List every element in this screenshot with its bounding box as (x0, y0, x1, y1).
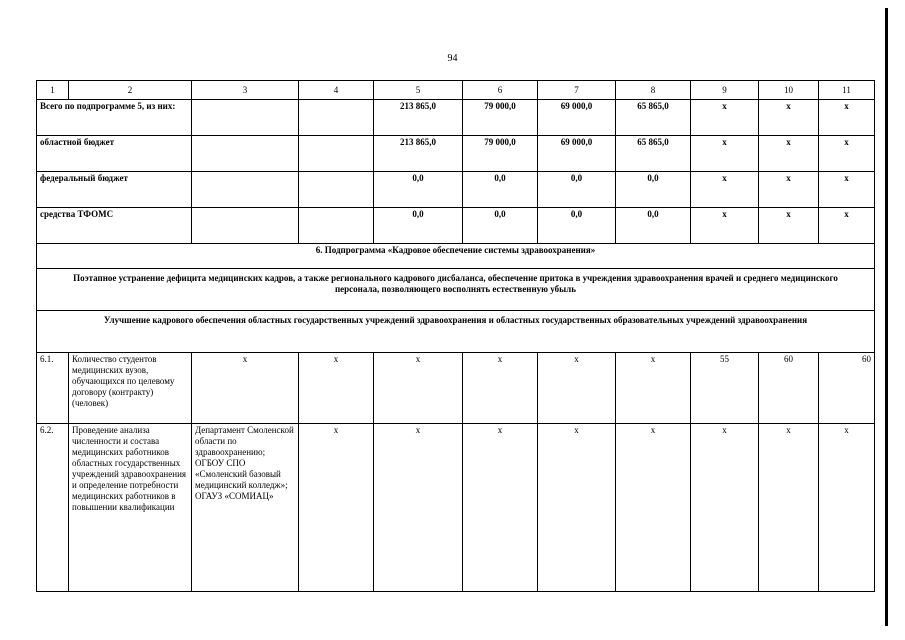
section-title: 6. Подпрограмма «Кадровое обеспечение системы здравоохранения» (37, 244, 875, 269)
summary-label: федеральный бюджет (37, 172, 192, 208)
column-number: 8 (616, 81, 691, 100)
item-name: Проведение анализа численности и состава медицинских работников областных государственных учреждений здравоохранения и определение потребности медицинских работников в повышении квалификации (69, 424, 192, 592)
item-value: х (463, 424, 538, 592)
column-number: 4 (299, 81, 374, 100)
column-number: 3 (192, 81, 299, 100)
item-value: х (819, 424, 875, 592)
column-number: 5 (374, 81, 463, 100)
summary-cell (192, 136, 299, 172)
summary-amount: 69 000,0 (538, 136, 616, 172)
table-row (37, 424, 875, 592)
column-number: 10 (759, 81, 819, 100)
summary-mark: х (691, 172, 759, 208)
summary-cell (192, 172, 299, 208)
item-value: 55 (691, 353, 759, 424)
summary-amount: 0,0 (538, 172, 616, 208)
summary-mark: х (819, 100, 875, 136)
summary-mark: х (691, 136, 759, 172)
task-text: Улучшение кадрового обеспечения областных государственных учреждений здравоохранения и областных государственных образовательных учреждений здравоохранения (37, 311, 875, 353)
column-number: 11 (819, 81, 875, 100)
summary-label: областной бюджет (37, 136, 192, 172)
summary-mark: х (759, 100, 819, 136)
page-edge-rule (885, 8, 888, 626)
column-number: 7 (538, 81, 616, 100)
item-executor: Департамент Смоленской области по здравоохранению; ОГБОУ СПО «Смоленский базовый медицинский колледж»; ОГАУЗ «СОМИАЦ» (192, 424, 299, 592)
item-executor: х (192, 353, 299, 424)
summary-amount: 213 865,0 (374, 136, 463, 172)
summary-amount: 213 865,0 (374, 100, 463, 136)
summary-mark: х (691, 208, 759, 244)
item-value: х (759, 424, 819, 592)
item-value: х (691, 424, 759, 592)
summary-mark: х (691, 100, 759, 136)
summary-row-tfoms (37, 208, 875, 244)
summary-amount: 0,0 (616, 208, 691, 244)
summary-mark: х (759, 208, 819, 244)
item-value: х (463, 353, 538, 424)
program-table (36, 80, 875, 592)
summary-amount: 0,0 (538, 208, 616, 244)
summary-cell (299, 100, 374, 136)
summary-cell (299, 208, 374, 244)
summary-amount: 0,0 (616, 172, 691, 208)
summary-cell (192, 100, 299, 136)
summary-mark: х (759, 136, 819, 172)
item-number: 6.1. (37, 353, 69, 424)
item-value: х (374, 353, 463, 424)
summary-label: Всего по подпрограмме 5, из них: (37, 100, 192, 136)
goal-row (37, 269, 875, 311)
summary-mark: х (819, 136, 875, 172)
summary-amount: 65 865,0 (616, 136, 691, 172)
item-value: х (374, 424, 463, 592)
column-number: 9 (691, 81, 759, 100)
item-number: 6.2. (37, 424, 69, 592)
summary-row-federal (37, 172, 875, 208)
summary-amount: 79 000,0 (463, 136, 538, 172)
summary-amount: 79 000,0 (463, 100, 538, 136)
summary-cell (299, 136, 374, 172)
page-number: 94 (447, 53, 458, 64)
table-row (37, 353, 875, 424)
summary-row-total (37, 100, 875, 136)
section-row (37, 244, 875, 269)
item-name: Количество студентов медицинских вузов, обучающихся по целевому договору (контракту) (человек) (69, 353, 192, 424)
summary-amount: 65 865,0 (616, 100, 691, 136)
summary-label: средства ТФОМС (37, 208, 192, 244)
item-value: 60 (759, 353, 819, 424)
item-value: х (538, 353, 616, 424)
column-number: 2 (69, 81, 192, 100)
task-row (37, 311, 875, 353)
item-value: х (299, 424, 374, 592)
item-value: х (616, 353, 691, 424)
item-value: 60 (819, 353, 875, 424)
column-number: 6 (463, 81, 538, 100)
summary-mark: х (819, 208, 875, 244)
summary-mark: х (819, 172, 875, 208)
summary-cell (192, 208, 299, 244)
item-value: х (299, 353, 374, 424)
summary-amount: 0,0 (463, 208, 538, 244)
summary-row-regional (37, 136, 875, 172)
column-number: 1 (37, 81, 69, 100)
summary-amount: 69 000,0 (538, 100, 616, 136)
item-value: х (538, 424, 616, 592)
summary-amount: 0,0 (374, 208, 463, 244)
summary-amount: 0,0 (374, 172, 463, 208)
summary-cell (299, 172, 374, 208)
column-number-row (37, 81, 875, 100)
goal-text: Поэтапное устранение дефицита медицинских кадров, а также регионального кадрового дисбаланса, обеспечение притока в учреждения здравоохранения врачей и среднего медицинского персонала, позволяющего восполнять естественную убыль (37, 269, 875, 311)
summary-mark: х (759, 172, 819, 208)
summary-amount: 0,0 (463, 172, 538, 208)
item-value: х (616, 424, 691, 592)
